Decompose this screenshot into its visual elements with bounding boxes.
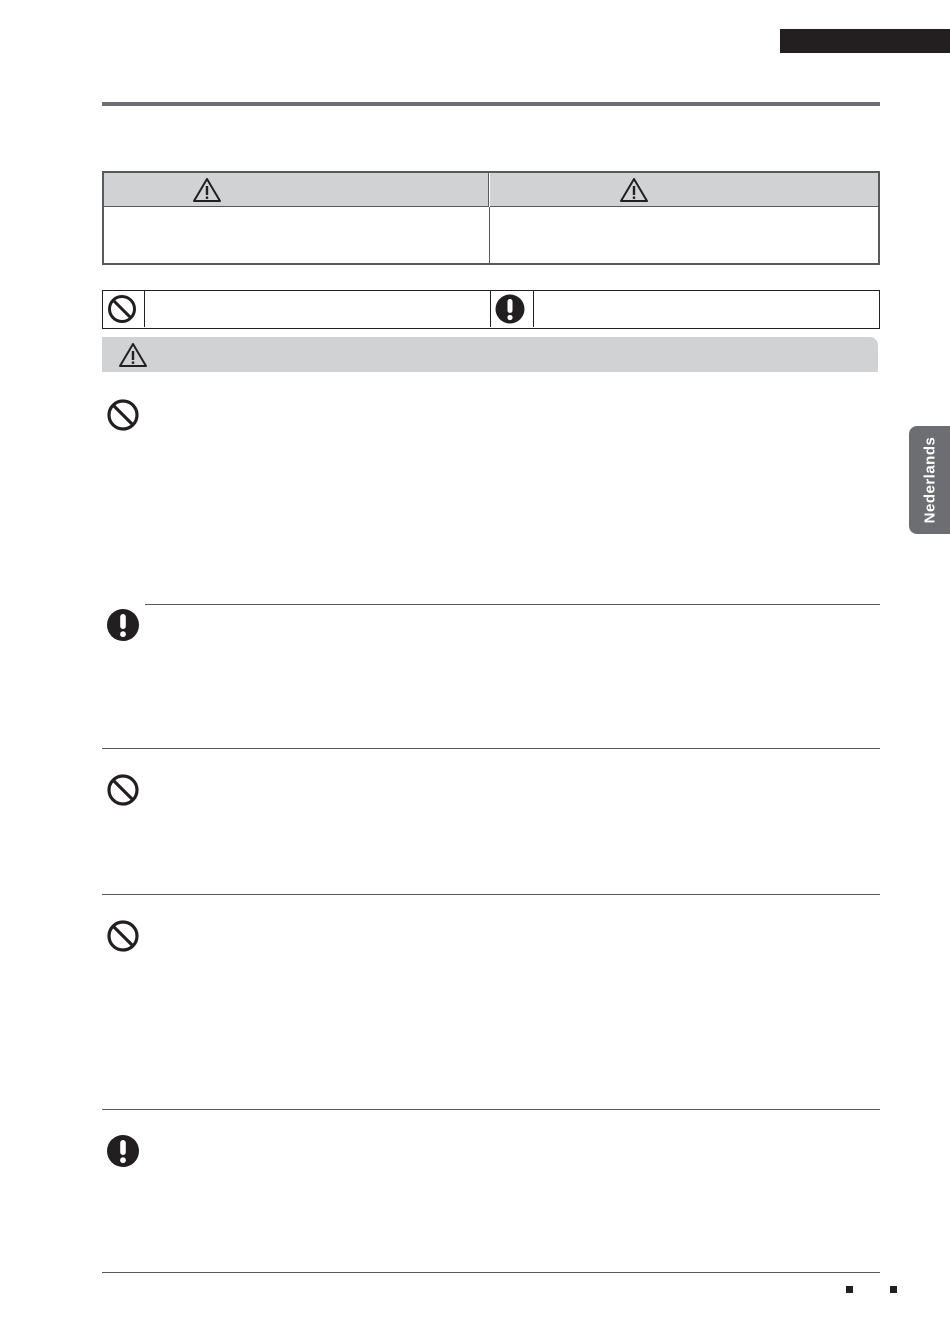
language-side-tab — [909, 426, 950, 534]
caution-section-header — [102, 337, 878, 372]
warning-triangle-icon — [192, 177, 222, 203]
symbol-legend-row — [102, 290, 880, 329]
legend-header-right — [490, 173, 878, 207]
exclamation-icon — [106, 608, 140, 642]
language-tab-label: Nederlands — [921, 436, 938, 524]
header-tab-bar — [780, 29, 950, 53]
section-divider — [145, 604, 880, 605]
legend-header-left — [104, 173, 489, 207]
warning-triangle-icon — [118, 342, 148, 368]
header-rule — [102, 102, 880, 106]
exclamation-icon — [495, 294, 525, 324]
exclamation-icon — [106, 1134, 140, 1168]
mandatory-description-cell — [534, 291, 878, 327]
section-divider — [102, 894, 880, 895]
warning-triangle-icon — [619, 177, 649, 203]
section-divider — [102, 1109, 880, 1110]
section-divider — [102, 748, 880, 749]
page-marker-square — [890, 1286, 897, 1293]
prohibition-description-cell — [145, 291, 491, 327]
prohibition-icon — [106, 398, 140, 432]
hazard-legend-table — [102, 171, 880, 265]
prohibition-icon — [106, 919, 140, 953]
footer-rule — [102, 1272, 880, 1273]
legend-body-right — [490, 207, 878, 263]
legend-body-left — [104, 207, 490, 263]
prohibition-symbol-cell — [103, 291, 145, 327]
prohibition-icon — [106, 773, 140, 807]
prohibition-icon — [107, 294, 137, 324]
page-marker-square — [846, 1286, 853, 1293]
mandatory-symbol-cell — [491, 291, 534, 327]
